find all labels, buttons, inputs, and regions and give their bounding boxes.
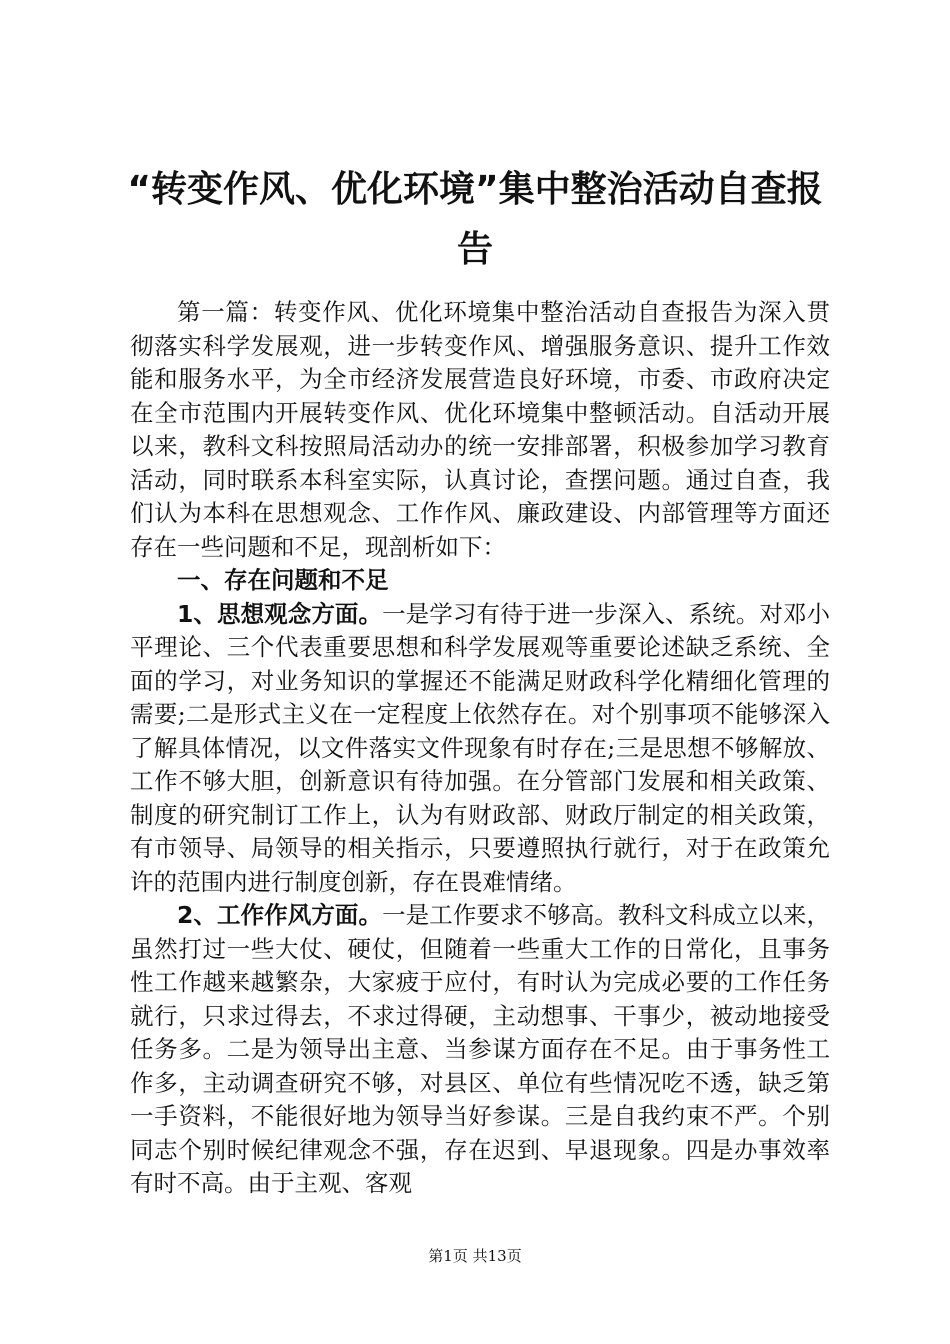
item-1-paragraph	[130, 598, 830, 900]
page-footer: 第1页 共13页	[428, 1247, 522, 1265]
item-1-text: 一是学习有待于进一步深入、系统。对邓小平理论、三个代表重要思想和科学发展观等重要论述缺乏系统、全面的学习，对业务知识的掌握还不能满足财政科学化精细化管理的需要;二是形式主义在一定程度上依然存在。对个别事项不能够深入了解具体情况，以文件落实文件现象有时存在;三是思想不够解放、工作不够大胆，创新意识有待加强。在分管部门发展和相关政策、制度的研究制订工作上，认为有财政部、财政厅制定的相关政策，有市领导、局领导的相关指示，只要遵照执行就行，对于在政策允许的范围内进行制度创新，存在畏难情绪。	[130, 599, 831, 896]
document-title: “转变作风、优化环境”集中整治活动自查报告	[127, 169, 823, 270]
item-1-heading: 1、思想观念方面。	[177, 599, 383, 628]
document-body	[130, 296, 830, 1201]
item-2-text: 一是工作要求不够高。教科文科成立以来，虽然打过一些大仗、硬仗，但随着一些重大工作的日常化，且事务性工作越来越繁杂，大家疲于应付，有时认为完成必要的工作任务就行，只求过得去，不求过得硬，主动想事、干事少，被动地接受任务多。二是为领导出主意、当参谋方面存在不足。由于事务性工作多，主动调查研究不够，对县区、单位有些情况吃不透，缺乏第一手资料，不能很好地为领导当好参谋。三是自我约束不严。个别同志个别时候纪律观念不强，存在迟到、早退现象。四是办事效率有时不高。由于主观、客观	[130, 901, 831, 1197]
section-heading: 一、存在问题和不足	[177, 566, 389, 594]
intro-paragraph: 第一篇：转变作风、优化环境集中整治活动自查报告为深入贯彻落实科学发展观，进一步转变作风、增强服务意识、提升工作效能和服务水平，为全市经济发展营造良好环境，市委、市政府决定在全市范围内开展转变作风、优化环境集中整顿活动。自活动开展以来，教科文科按照局活动办的统一安排部署，积极参加学习教育活动，同时联系本科室实际，认真讨论，查摆问题。通过自查，我们认为本科在思想观念、工作作风、廉政建设、内部管理等方面还存在一些问题和不足，现剖析如下：	[130, 298, 830, 561]
item-2-paragraph	[130, 899, 830, 1201]
item-2-heading: 2、工作作风方面。	[177, 901, 383, 929]
